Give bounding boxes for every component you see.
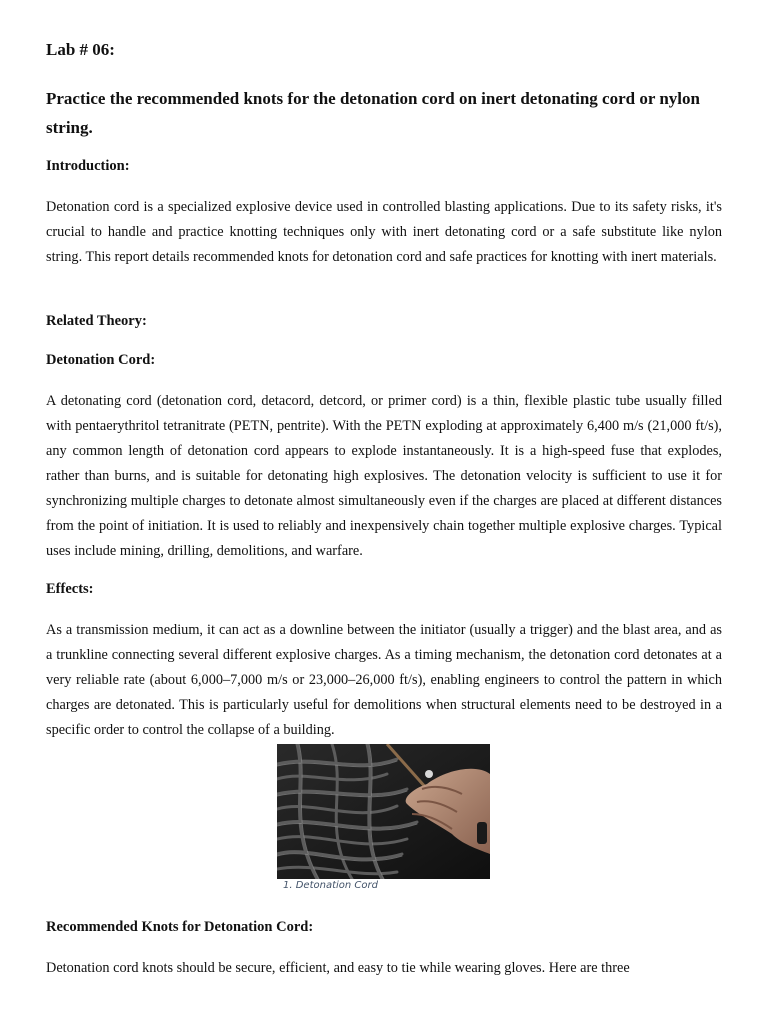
figure-caption: 1. Detonation Cord	[283, 880, 378, 891]
recommended-knots-heading: Recommended Knots for Detonation Cord:	[46, 919, 314, 935]
detonation-cord-heading: Detonation Cord:	[46, 352, 156, 368]
related-theory-heading: Related Theory:	[46, 313, 147, 329]
recommended-knots-paragraph: Detonation cord knots should be secure, efficient, and easy to tie while wearing gloves. Here are three	[46, 960, 630, 976]
introduction-paragraph: Detonation cord is a specialized explosive device used in controlled blasting applications. Due to its safety risks, it's crucial to handle and practice knotting techniques only with inert detonating cord or a safe substitute like nylon string. This report details recommended knots for detonation cord and safe practices for knotting with inert materials.	[46, 199, 722, 265]
detonation-cord-paragraph: A detonating cord (detonation cord, detacord, detcord, or primer cord) is a thin, flexible plastic tube usually filled with pentaerythritol tetranitrate (PETN, pentrite). With the PETN exploding at approximately 6,400 m/s (21,000 ft/s), any common length of detonation cord appears to explode instantaneously. It is a high-speed fuse that explodes, rather than burns, and is suitable for detonating high explosives. The detonation velocity is sufficient to use it for synchronizing multiple charges to detonate almost simultaneously even if the charges are placed at different distances from the point of initiation. It is used to reliably and inexpensively chain together multiple explosive charges. Typical uses include mining, drilling, demolitions, and warfare.	[46, 393, 722, 559]
introduction-heading: Introduction:	[46, 158, 130, 174]
effects-paragraph: As a transmission medium, it can act as a downline between the initiator (usually a trigger) and the blast area, and as a trunkline connecting several different explosive charges. As a timing mechanism, the detonation cord detonates at a very reliable rate (about 6,000–7,000 m/s or 23,000–26,000 ft/s), enabling engineers to control the pattern in which charges are detonated. This is particularly useful for demolitions when structural elements need to be destroyed in a specific order to control the collapse of a building.	[46, 622, 722, 738]
detonation-cord-photo	[277, 744, 490, 879]
lab-title: Lab # 06:	[46, 40, 115, 59]
effects-heading: Effects:	[46, 581, 94, 597]
main-title: Practice the recommended knots for the detonation cord on inert detonating cord or nylon string.	[46, 89, 700, 137]
